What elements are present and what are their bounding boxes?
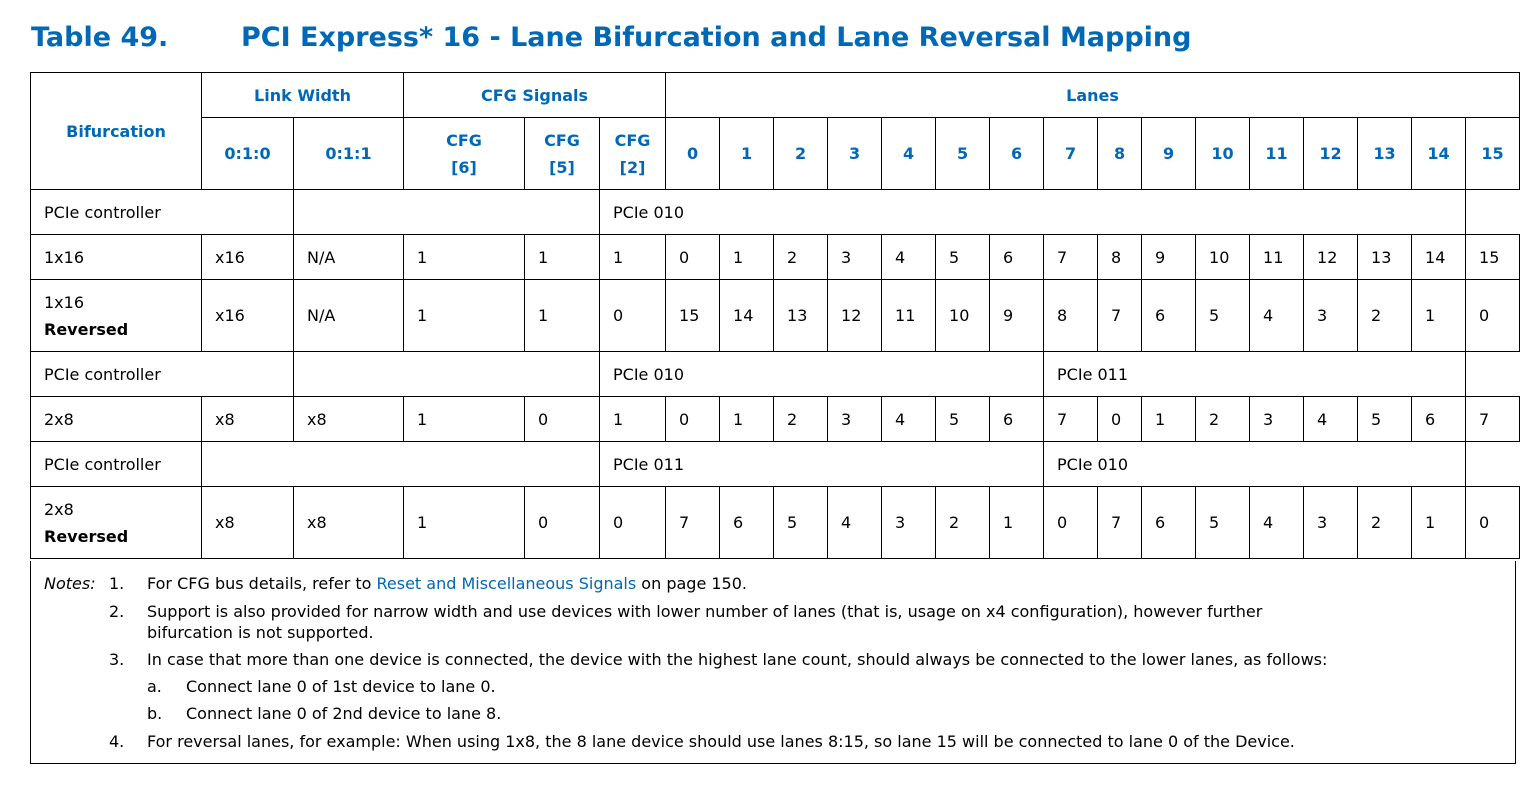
table-notes	[30, 561, 1516, 764]
note-number: 4.	[109, 732, 125, 751]
row-label: PCIe controller	[31, 190, 294, 235]
note-3a: Connect lane 0 of 1st device to lane 0.	[186, 677, 496, 696]
header-link-width-010: 0:1:0	[202, 118, 294, 190]
header-lane-0: 0	[666, 118, 720, 190]
header-lane-9: 9	[1142, 118, 1196, 190]
cell: 4	[882, 397, 936, 442]
cell: 6	[990, 397, 1044, 442]
table-row	[31, 487, 1520, 559]
controller-cell: PCIe 010	[600, 190, 1466, 235]
note-number: 2.	[109, 602, 125, 621]
header-lane-11: 11	[1250, 118, 1304, 190]
cell: 8	[1098, 235, 1142, 280]
cell: 2	[774, 397, 828, 442]
cell: 1	[600, 235, 666, 280]
cell: 1	[600, 397, 666, 442]
header-lane-4: 4	[882, 118, 936, 190]
header-lanes: Lanes	[666, 73, 1520, 118]
cell: 0	[1044, 487, 1098, 559]
cell: 11	[1250, 235, 1304, 280]
controller-cell: PCIe 010	[1044, 442, 1466, 487]
row-label: PCIe controller	[31, 442, 202, 487]
row-label: 2x8 Reversed	[31, 487, 202, 559]
cell: 7	[1044, 235, 1098, 280]
cell: 7	[1098, 487, 1142, 559]
cell: x8	[202, 397, 294, 442]
cell: 4	[1304, 397, 1358, 442]
cell: 1	[1412, 487, 1466, 559]
cell: 10	[936, 280, 990, 352]
empty-cell	[294, 190, 600, 235]
cell: 7	[1044, 397, 1098, 442]
header-row-1	[31, 73, 1520, 118]
header-cfg-6: CFG [6]	[404, 118, 525, 190]
table-row	[31, 352, 1520, 397]
note-number: 1.	[109, 574, 125, 593]
cell: 0	[525, 397, 600, 442]
header-lane-8: 8	[1098, 118, 1142, 190]
empty-cell	[202, 442, 600, 487]
note-4: For reversal lanes, for example: When using 1x8, the 8 lane device should use lanes 8:15, so lane 15 will be connected to lane 0 of the Device.	[147, 732, 1295, 751]
cell: 13	[1358, 235, 1412, 280]
cell: 2	[1196, 397, 1250, 442]
cell: 1	[404, 487, 525, 559]
cell: 9	[1142, 235, 1196, 280]
header-lane-13: 13	[1358, 118, 1412, 190]
cell: 4	[1250, 280, 1304, 352]
cell: 5	[1196, 280, 1250, 352]
cell: 3	[828, 397, 882, 442]
cell: 0	[600, 487, 666, 559]
header-link-width-011: 0:1:1	[294, 118, 404, 190]
header-lane-1: 1	[720, 118, 774, 190]
cell: 0	[525, 487, 600, 559]
cell: 1	[525, 235, 600, 280]
cell: 6	[1142, 487, 1196, 559]
header-bifurcation: Bifurcation	[31, 73, 202, 190]
row-label: PCIe controller	[31, 352, 294, 397]
cell: 1	[525, 280, 600, 352]
cell: 1	[1412, 280, 1466, 352]
cell: 12	[1304, 235, 1358, 280]
cell: 12	[828, 280, 882, 352]
cell: 15	[1466, 235, 1520, 280]
cell: 0	[666, 397, 720, 442]
header-cfg-5: CFG [5]	[525, 118, 600, 190]
header-cfg-2: CFG [2]	[600, 118, 666, 190]
cell: 3	[1250, 397, 1304, 442]
table-title	[31, 22, 1191, 58]
table-number: Table 49.	[31, 22, 169, 53]
cell: 1	[404, 235, 525, 280]
note-3: In case that more than one device is connected, the device with the highest lane count, should always be connected to the lower lanes, as follows:	[147, 650, 1328, 669]
reset-misc-signals-link[interactable]: Reset and Miscellaneous Signals	[376, 574, 637, 593]
cell: 0	[1466, 487, 1520, 559]
cell: 6	[990, 235, 1044, 280]
cell: 3	[882, 487, 936, 559]
cell: 1	[990, 487, 1044, 559]
header-lane-5: 5	[936, 118, 990, 190]
cell: 14	[720, 280, 774, 352]
cell: 11	[882, 280, 936, 352]
controller-cell: PCIe 010	[600, 352, 1044, 397]
cell: 14	[1412, 235, 1466, 280]
cell: 0	[1466, 280, 1520, 352]
cell: x8	[294, 397, 404, 442]
header-lane-15: 15	[1466, 118, 1520, 190]
header-lane-3: 3	[828, 118, 882, 190]
note-3b: Connect lane 0 of 2nd device to lane 8.	[186, 704, 502, 723]
cell: 6	[720, 487, 774, 559]
cell: 10	[1196, 235, 1250, 280]
cell: 1	[404, 280, 525, 352]
header-cfg-signals: CFG Signals	[404, 73, 666, 118]
cell: 7	[1466, 397, 1520, 442]
cell: 15	[666, 280, 720, 352]
cell: x16	[202, 235, 294, 280]
cell: 2	[1358, 280, 1412, 352]
table-row	[31, 442, 1520, 487]
table-row	[31, 397, 1520, 442]
table-row	[31, 190, 1520, 235]
cell: 6	[1142, 280, 1196, 352]
cell: x8	[202, 487, 294, 559]
cell: 1	[720, 235, 774, 280]
cell: 3	[828, 235, 882, 280]
cell: 7	[1098, 280, 1142, 352]
cell: x16	[202, 280, 294, 352]
cell: 3	[1304, 280, 1358, 352]
header-lane-6: 6	[990, 118, 1044, 190]
header-lane-12: 12	[1304, 118, 1358, 190]
table-row	[31, 280, 1520, 352]
header-row-2	[31, 118, 1520, 190]
header-lane-7: 7	[1044, 118, 1098, 190]
cell: 2	[936, 487, 990, 559]
cell: N/A	[294, 235, 404, 280]
cell: 9	[990, 280, 1044, 352]
cell: 4	[828, 487, 882, 559]
cell: 3	[1304, 487, 1358, 559]
note-1: For CFG bus details, refer to Reset and Miscellaneous Signals on page 150.	[147, 574, 747, 593]
row-label: 1x16	[31, 235, 202, 280]
cell: 7	[666, 487, 720, 559]
header-lane-10: 10	[1196, 118, 1250, 190]
header-lane-2: 2	[774, 118, 828, 190]
cell: 4	[882, 235, 936, 280]
table-caption: PCI Express* 16 - Lane Bifurcation and Lane Reversal Mapping	[241, 22, 1192, 53]
notes-label: Notes:	[44, 574, 96, 593]
cell: 2	[774, 235, 828, 280]
cell: 0	[1098, 397, 1142, 442]
cell: 4	[1250, 487, 1304, 559]
bifurcation-table	[30, 72, 1520, 559]
cell: 0	[666, 235, 720, 280]
header-link-width: Link Width	[202, 73, 404, 118]
cell: 5	[1196, 487, 1250, 559]
note-number: b.	[147, 704, 163, 723]
cell: x8	[294, 487, 404, 559]
header-lane-14: 14	[1412, 118, 1466, 190]
cell: 6	[1412, 397, 1466, 442]
table-row	[31, 235, 1520, 280]
empty-cell	[294, 352, 600, 397]
cell: 5	[936, 397, 990, 442]
row-label: 1x16 Reversed	[31, 280, 202, 352]
cell: 1	[720, 397, 774, 442]
note-number: a.	[147, 677, 162, 696]
cell: 1	[404, 397, 525, 442]
controller-cell: PCIe 011	[600, 442, 1044, 487]
note-number: 3.	[109, 650, 125, 669]
note-2-line-1: Support is also provided for narrow width and use devices with lower number of lanes (that is, usage on x4 configuration), however further	[147, 602, 1263, 621]
cell: 5	[1358, 397, 1412, 442]
cell: 5	[936, 235, 990, 280]
cell: 8	[1044, 280, 1098, 352]
cell: 0	[600, 280, 666, 352]
cell: 1	[1142, 397, 1196, 442]
row-label: 2x8	[31, 397, 202, 442]
cell: 5	[774, 487, 828, 559]
note-2-line-2: bifurcation is not supported.	[147, 623, 374, 642]
cell: 13	[774, 280, 828, 352]
controller-cell: PCIe 011	[1044, 352, 1466, 397]
cell: 2	[1358, 487, 1412, 559]
cell: N/A	[294, 280, 404, 352]
